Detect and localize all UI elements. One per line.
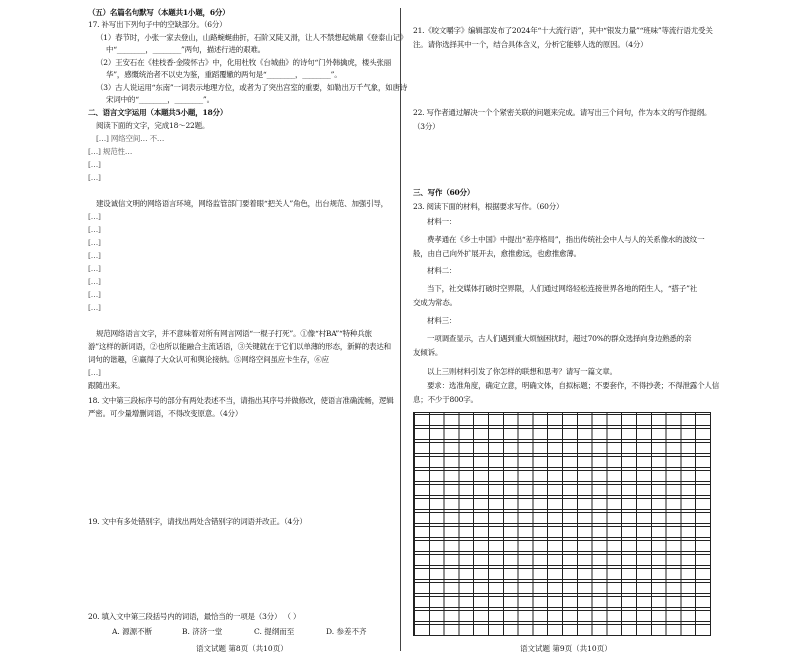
passage-line: […] <box>88 368 101 377</box>
material-3-text: 一项调查显示，古人们遇到重大烦恼困扰时，超过70%的群众选择向身边熟悉的亲 <box>427 334 692 343</box>
passage-line: […] <box>88 290 101 299</box>
writing-prompt: 以上三则材料引发了你怎样的联想和思考？请写一篇文章。 <box>427 367 617 376</box>
question-20: 20. 填入文中第三段括号内的词语，最恰当的一项是（3分） （ ） <box>88 612 301 621</box>
material-1-label: 材料一： <box>427 217 457 226</box>
option-c: C. 提纲而至 <box>254 627 295 636</box>
page-footer-right: 语文试题 第9页（共10页） <box>520 644 612 653</box>
q17-item-1: （1）春节时，小张一家去登山，山路蜿蜒曲折，石阶又陡又滑，让人不禁想起姚鼐《登泰山记》 <box>96 33 408 42</box>
material-3-label: 材料三： <box>427 316 457 325</box>
question-23: 23. 阅读下面的材料，根据要求写作。（60分） <box>413 202 564 211</box>
q17-item-2: （2）王安石在《桂枝香·金陵怀古》中，化用杜牧《台城曲》的诗句“门外韩擒虎，楼头张丽 <box>96 58 392 67</box>
q17-item-3-blank: 宋词中的“________，________”。 <box>106 95 214 104</box>
essay-answer-grid[interactable] <box>413 412 711 636</box>
option-b: B. 济济一堂 <box>182 627 223 636</box>
question-19: 19. 文中有多处错别字，请找出两处含错别字的词语并改正。（4分） <box>88 517 307 526</box>
question-21-cont: 注。请你选择其中一个，结合具体含义，分析它能够人选的原因。（4分） <box>413 40 648 49</box>
passage-line: 规范网络语言文字，并不意味着对所有网言网语“一棍子打死”。①像“村BA”“特种兵旅 <box>96 329 372 338</box>
material-2-text-cont: 交成为常态。 <box>413 298 457 307</box>
question-22-cont: （3分） <box>413 122 440 131</box>
question-18: 18. 文中第三段标序号的部分有两处表述不当，请指出其序号并做修改，使语言准确流畅，逻辑 <box>88 396 394 405</box>
material-1-text-cont: 般，由自己向外扩展开去，愈推愈远，也愈推愈薄。 <box>413 249 581 258</box>
passage-line: […] <box>88 238 101 247</box>
material-2-label: 材料二： <box>427 266 457 275</box>
section-heading-writing: 三、写作（60分） <box>413 188 475 197</box>
passage-line: […] 网络空间… 不… <box>96 134 165 143</box>
passage-line: […] <box>88 303 101 312</box>
question-21: 21.《咬文嚼字》编辑部发布了2024年“十大流行语”，其中“银发力量”“班味”等流行语尤受关 <box>413 26 713 35</box>
material-3-text-cont: 友倾诉。 <box>413 348 443 357</box>
material-1-text: 费孝通在《乡土中国》中提出“差序格局”，指出传统社会中人与人的关系像水的波纹一 <box>427 235 705 244</box>
q17-item-3: （3）古人说运用“东南”一词表示地理方位，或者为了突出宫室的重要，如勒出万千气象，如唐诗 <box>96 83 408 92</box>
question-18-cont: 严密。可少量增删词语，不得改变原意。（4分） <box>88 409 243 418</box>
section-heading-recitation: （五）名篇名句默写（本题共1小题，6分） <box>88 8 230 17</box>
passage-line: […] <box>88 212 101 221</box>
passage-line: 建设诚信文明的网络语言环境，网络监管部门要着眼“把关人”角色，出台规范、加强引导， <box>96 199 388 208</box>
question-22: 22. 写作者通过解决一个个紧密关联的问题来完成。请写出三个问句，作为本文的写作提纲。 <box>413 108 712 117</box>
q17-item-1-blank: 中“________，________”两句，描述行进的艰难。 <box>106 45 265 54</box>
passage-line: 游”这样的新词语，②也所以能融合主流话语，③关键就在于它们以单薄的形态，新鲜的表达和 <box>88 342 391 351</box>
option-d: D. 参差不齐 <box>326 627 367 636</box>
column-divider <box>400 8 401 651</box>
passage-line: 词句的谐趣，④赢得了大众认可和舆论接纳。⑤网络空间虽应卡生存，⑥应 <box>88 355 329 364</box>
passage-line: […] <box>88 264 101 273</box>
section-heading-language: 二、语言文字运用（本题共5小题，18分） <box>88 108 228 117</box>
passage-line: […] <box>88 277 101 286</box>
q17-item-2-blank: 华”，感慨统治者不以史为鉴，重蹈覆辙的两句是“________，________”。 <box>106 70 342 79</box>
passage-line: […] 规范性… <box>88 147 133 156</box>
passage-line: 跟随出来。 <box>88 381 125 390</box>
passage-line: […] <box>88 173 101 182</box>
writing-requirements: 要求：选准角度，确定立意，明确文体，自拟标题；不要套作，不得抄袭；不得泄露个人信 <box>427 381 719 390</box>
passage-line: […] <box>88 160 101 169</box>
page-footer-left: 语文试题 第8页（共10页） <box>196 644 288 653</box>
passage-line: […] <box>88 225 101 234</box>
passage-line: […] <box>88 251 101 260</box>
option-a: A. 源源不断 <box>112 627 153 636</box>
material-2-text: 当下，社交媒体打破时空界限，人们通过网络轻松连接世界各地的陌生人，“搭子”社 <box>427 284 698 293</box>
question-17: 17. 补写出下列句子中的空缺部分。（6分） <box>88 20 227 29</box>
writing-requirements-cont: 息；不少于800字。 <box>413 395 478 404</box>
reading-instruction: 阅读下面的文字，完成18～22题。 <box>96 121 210 130</box>
